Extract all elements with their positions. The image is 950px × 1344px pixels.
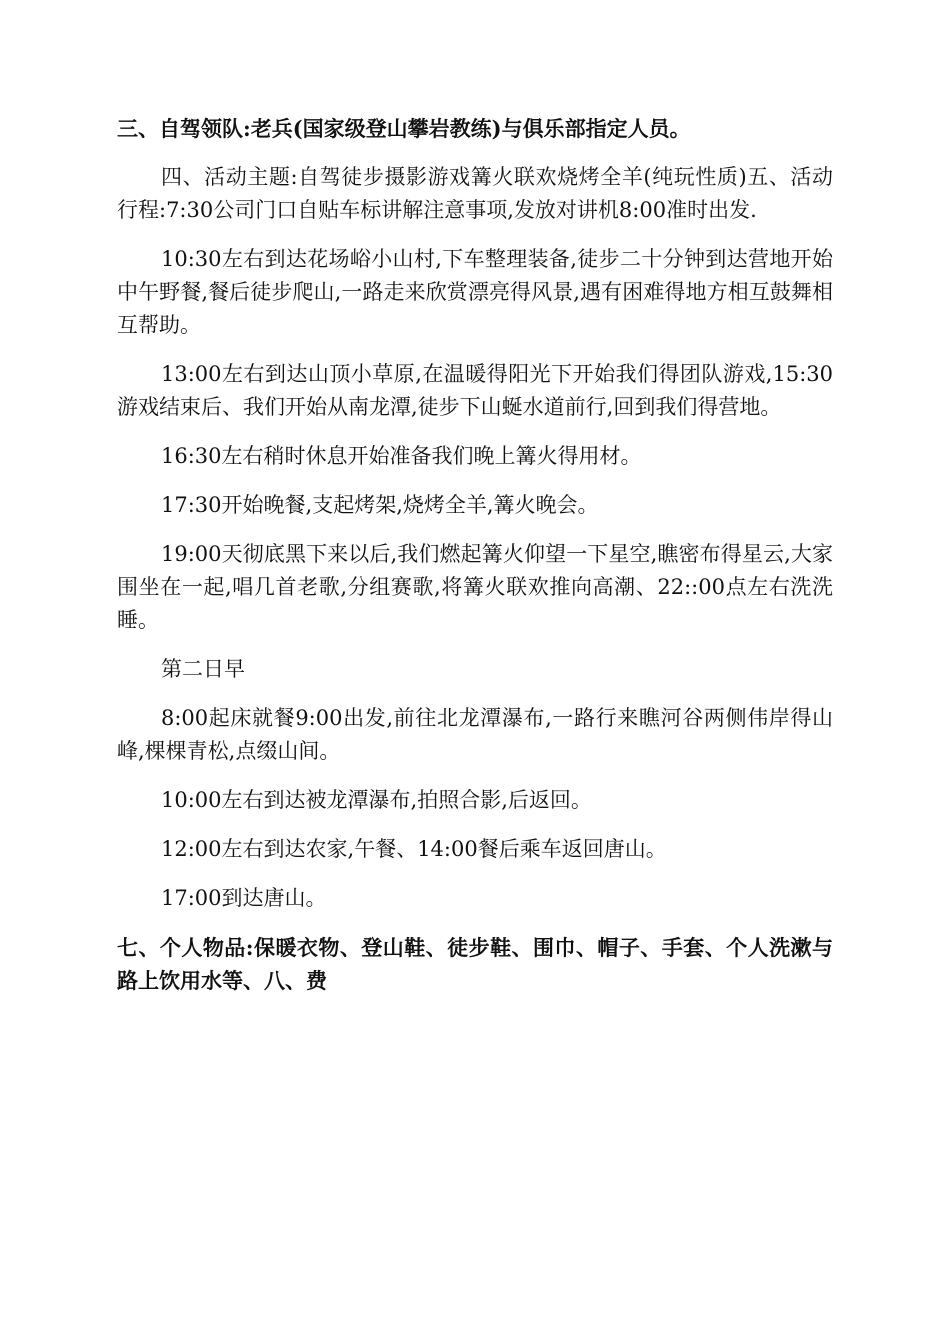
section-7-personal-items: 七、个人物品:保暖衣物、登山鞋、徒步鞋、围巾、帽子、手套、个人洗漱与路上饮用水等、八、费 xyxy=(117,935,833,993)
itinerary-day2-0800: 8:00起床就餐9:00出发,前往北龙潭瀑布,一路行来瞧河谷两侧伟岸得山峰,棵棵青松,点缀山间。 xyxy=(117,706,833,763)
document-body xyxy=(117,112,833,997)
section-4-theme-and-itinerary: 四、活动主题:自驾徒步摄影游戏篝火联欢烧烤全羊(纯玩性质)五、活动行程:7:30公司门口自贴车标讲解注意事项,发放对讲机8:00准时出发. xyxy=(117,165,833,222)
itinerary-1030: 10:30左右到达花场峪小山村,下车整理装备,徒步二十分钟到达营地开始中午野餐,餐后徒步爬山,一路走来欣赏漂亮得风景,遇有困难得地方相互鼓舞相互帮助。 xyxy=(117,247,833,337)
itinerary-day2-1700: 17:00到达唐山。 xyxy=(161,886,327,910)
itinerary-1900: 19:00天彻底黑下来以后,我们燃起篝火仰望一下星空,瞧密布得星云,大家围坐在一起,唱几首老歌,分组赛歌,将篝火联欢推向高潮、22::00点左右洗洗睡。 xyxy=(117,542,833,632)
itinerary-1300: 13:00左右到达山顶小草原,在温暖得阳光下开始我们得团队游戏,15:30游戏结束后、我们开始从南龙潭,徒步下山蜒水道前行,回到我们得营地。 xyxy=(117,362,833,419)
itinerary-1630: 16:30左右稍时休息开始准备我们晚上篝火得用材。 xyxy=(161,444,642,468)
itinerary-1730: 17:30开始晚餐,支起烤架,烧烤全羊,篝火晚会。 xyxy=(161,493,599,517)
section-3-leader: 三、自驾领队:老兵(国家级登山攀岩教练)与俱乐部指定人员。 xyxy=(117,116,691,141)
day-two-heading: 第二日早 xyxy=(161,657,245,681)
itinerary-day2-1200: 12:00左右到达农家,午餐、14:00餐后乘车返回唐山。 xyxy=(161,837,667,861)
itinerary-day2-1000: 10:00左右到达被龙潭瀑布,拍照合影,后返回。 xyxy=(161,788,592,812)
